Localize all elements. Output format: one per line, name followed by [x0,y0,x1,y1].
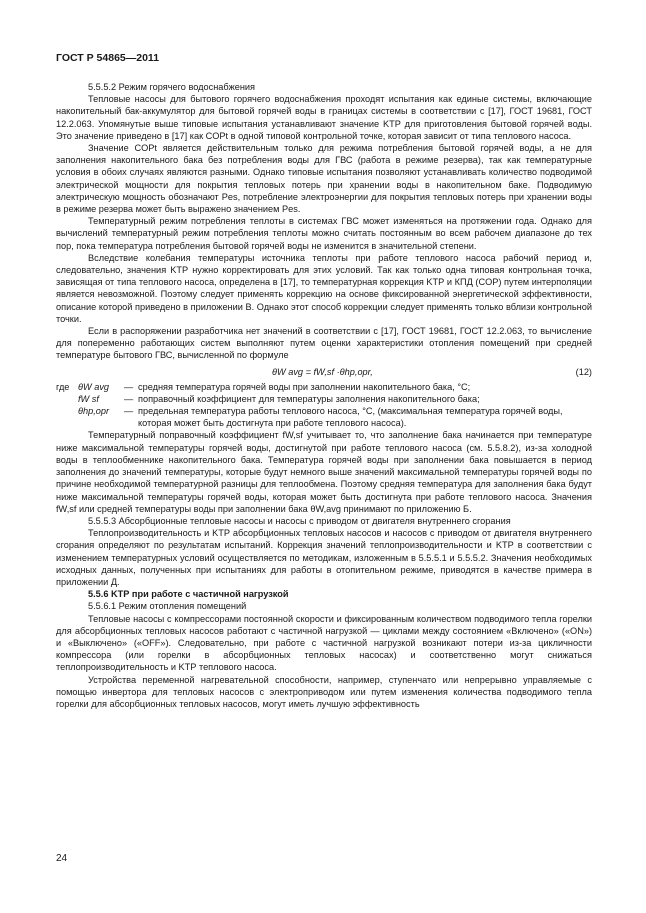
where-symbol: θhp,opr [78,406,110,417]
formula-number: (12) [575,366,592,377]
paragraph: Устройства переменной нагревательной способности, например, ступенчато или непрерывно управляемые с помощью инвертора для тепловых насосов с электроприводом или путем изменения количества подводимого тепла горелки для абсорбционных тепловых насосов, могут иметь лучшую эффективность [56,674,592,709]
paragraph: Если в распоряжении разработчика нет значений в соответствии с [17], ГОСТ 19681, ГОСТ 12.2.063, то вычисление для попеременно работающих систем выполняют путем оценки характеристики отопления помещений при средней температуре бытового ГВС, вычисленной по формуле [56,326,592,361]
where-dash: — [124,406,134,417]
where-dash: — [124,381,134,392]
paragraph: Значение COPt является действительным только для режима потребления бытовой горячей воды, а не для заполнения накопительного бака без потребления воды для ГВС (работа в режиме резерва), так как температурные условия в обоих случаях являются разными. Однако типовые испытания позволяют устанавливать количество подводимой электрической мощности для покрытия тепловых потерь при хранении воды в накопительном баке. Подводимую электрическую мощность обозначают Pes, потребление электроэнергии для покрытия тепловых потерь при хранении воды в режиме резерва может быть выражено значением Pes. [56,143,592,215]
paragraph: Теплопроизводительность и KТР абсорбционных тепловых насосов и насосов с приводом от двигателя внутреннего сгорания определяют по результатам испытаний. Коррекция значений теплопроизводительности и KТР в соответствии с изменением температурных условий осуществляется по методикам, изложенным в 5.5.5.1 и 5.5.5.2. Значения необходимых исходных данных, полученных при испытаниях для работы в отопительном режиме, приводятся в качестве примера в приложении Д. [56,528,592,587]
section-heading-bold: 5.5.6 KТР при работе с частичной нагрузкой [88,589,289,600]
paragraph: Тепловые насосы с компрессорами постоянной скорости и фиксированным количеством подводимого тепла горелки для абсорбционных тепловых насосов работают с частичной нагрузкой — циклами между состоянием «Включено» («ON») и «Выключено» («OFF»). Следовательно, при работе с частичной нагрузкой возникают потери из-за цикличности компрессора (или горелки в абсорбционных тепловых насосах) и соответственно могут снижаться теплопроизводительность и KТР теплового насоса. [56,613,592,673]
formula-block [56,364,592,381]
where-list [56,381,592,430]
where-dash: — [124,393,134,404]
where-symbol: fW sf [78,393,99,404]
section-heading: 5.5.5.2 Режим горячего водоснабжения [88,82,256,92]
section-b [56,429,592,710]
where-description: средняя температура горячей воды при заполнении накопительного бака, °C; [138,381,471,392]
where-lead: где [56,381,70,392]
formula: θW avg = fW,sf ·θhp,opr, [272,366,373,377]
page-number: 24 [56,853,68,864]
paragraph: Температурный режим потребления теплоты в системах ГВС может изменяться на протяжении года. Однако для вычислений температурный режим потребления теплоты можно считать постоянным во всем рабочем диапазоне до тех пор, пока температура потребления бытовой горячей воды не изменится в значительной степени. [56,216,592,251]
paragraph: Тепловые насосы для бытового горячего водоснабжения проходят испытания как единые системы, включающие накопительный бак-аккумулятор для бытовой горячей воды в границах системы в соответствии с [17], ГОСТ 19681, ГОСТ 12.2.063. Упомянутые выше типовые испытания устанавливают значение KТР для приготовления бытовой горячей воды. Это значение приведено в [17] как COPt в одной типовой контрольной точке, которая зависит от типа теплового насоса. [56,94,592,141]
page-content [56,81,592,710]
page-header: ГОСТ Р 54865—2011 [56,52,160,64]
where-lead [56,393,78,405]
where-description: поправочный коэффициент для температуры заполнения накопительного бака; [138,393,480,404]
where-description: предельная температура работы теплового насоса, °C, (максимальная температура горячей воды, которая может быть достигнута при работе теплового насоса). [138,406,563,429]
paragraph: Вследствие колебания температуры источника теплоты при работе теплового насоса рабочий период и, следовательно, значения KТР нужно корректировать для этих условий. Так как только одна типовая контрольная точка, зависящая от типа теплового насоса, определена в [17], то температурная коррекция KТР и КПД (COP) путем интерполяции является невозможной. Поэтому следует применять коррекцию на основе фиксированной энергетической эффективности, описание которой приведено в приложении В. Однако этот способ коррекции следует применять только вблизи контрольной точки. [56,252,592,324]
section-a [56,81,592,362]
section-heading: 5.5.5.3 Абсорбционные тепловые насосы и насосы с приводом от двигателя внутреннего сгорания [88,515,511,526]
where-symbol: θW avg [78,381,110,392]
where-lead [56,405,78,429]
paragraph: Температурный поправочный коэффициент fW,sf учитывает то, что заполнение бака начинается при температуре ниже максимальной температуры горячей воды, достигнутой при работе теплового насоса (см. 5.5.8.2), из-за холодной воды в теплообменнике накопительного бака. Температура горячей воды при заполнении бака повышается в период заполнения до значений температуры, которые будут немного выше значений максимальной температуры горячей воды по причине необходимой температурной разницы для теплообмена. Поэтому средняя температура для заполнения бака будут ниже максимальной температуры горячей воды, которая может быть достигнута при работе теплового насоса. Значения fW,sf или средней температуры воды при заполнении бака θW,avg принимают по приложению Б. [56,430,592,514]
section-heading: 5.5.6.1 Режим отопления помещений [88,601,247,612]
